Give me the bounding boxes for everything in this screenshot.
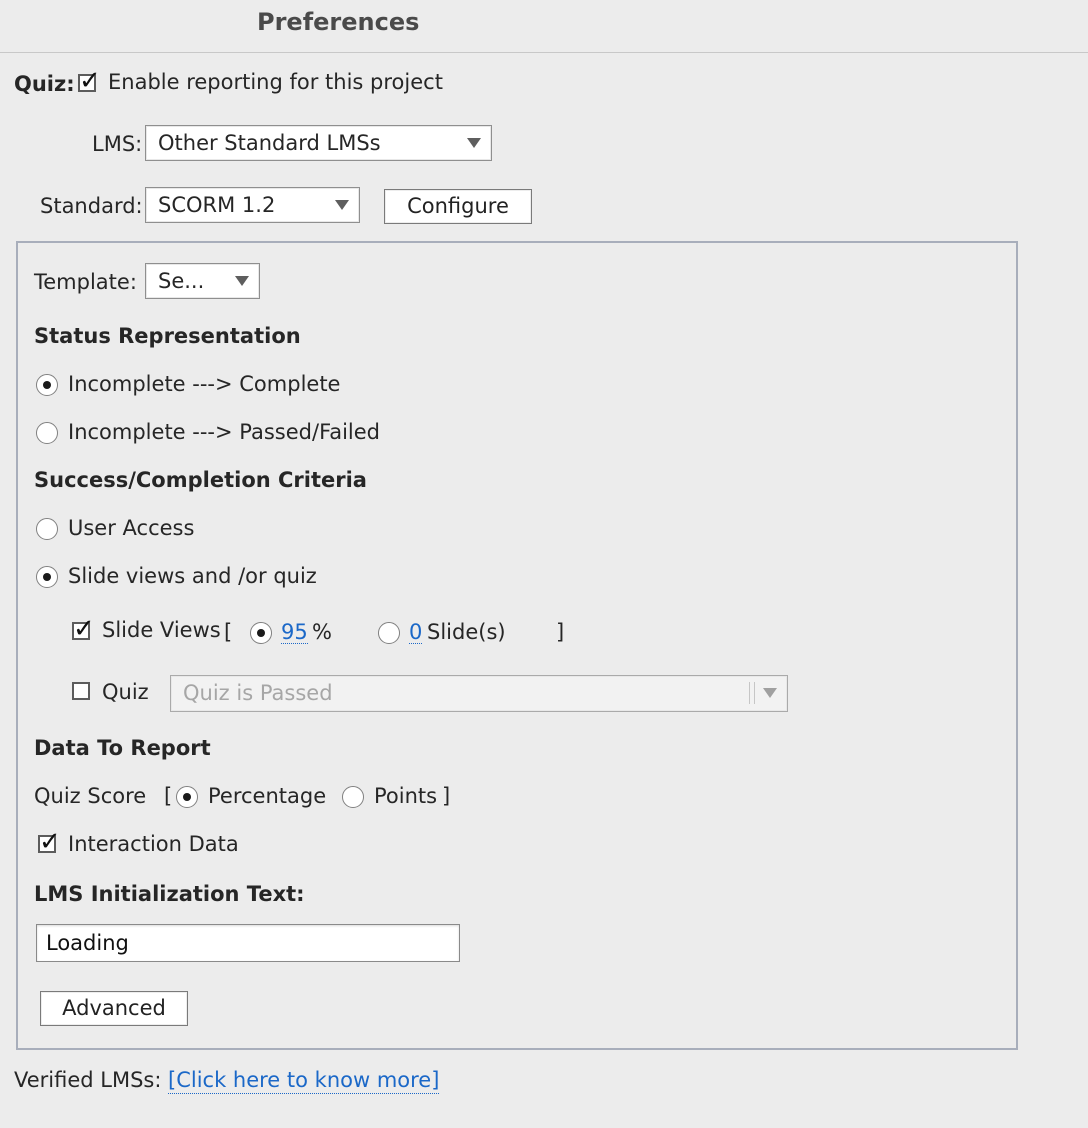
enable-reporting-label: Enable reporting for this project: [108, 70, 443, 94]
status-complete-label: Incomplete ---> Complete: [68, 372, 341, 396]
status-passed-failed-radio[interactable]: [36, 422, 58, 444]
quiz-score-bracket-open: [: [164, 784, 173, 808]
quiz-score-percentage-radio[interactable]: [176, 786, 198, 808]
quiz-score-label: Quiz Score: [34, 784, 147, 808]
checkmark-icon: ✓: [73, 614, 95, 644]
quiz-criteria-label: Quiz: [102, 680, 149, 704]
lms-select[interactable]: [145, 125, 492, 161]
template-label: Template:: [34, 270, 137, 294]
slide-views-slides-radio[interactable]: [378, 622, 400, 644]
quiz-criteria-checkbox[interactable]: [72, 682, 90, 700]
user-access-label: User Access: [68, 516, 195, 540]
criteria-heading: Success/Completion Criteria: [34, 468, 367, 492]
template-selected-value: Se...: [158, 269, 205, 293]
user-access-radio[interactable]: [36, 518, 58, 540]
slide-views-quiz-radio[interactable]: [36, 566, 58, 588]
quiz-criteria-select[interactable]: [170, 675, 788, 712]
standard-label: Standard:: [40, 194, 143, 218]
checkmark-icon: ✓: [79, 66, 101, 96]
status-complete-radio[interactable]: [36, 374, 58, 396]
slide-views-bracket-close: ]: [556, 620, 565, 644]
quiz-score-points-label: Points: [374, 784, 438, 808]
chevron-down-icon: [467, 138, 481, 148]
standard-select[interactable]: [145, 187, 360, 223]
data-to-report-heading: Data To Report: [34, 736, 211, 760]
slide-views-quiz-label: Slide views and /or quiz: [68, 564, 317, 588]
status-representation-heading: Status Representation: [34, 324, 301, 348]
init-text-input[interactable]: [46, 929, 446, 957]
interaction-data-label: Interaction Data: [68, 832, 239, 856]
select-separator: [749, 682, 755, 704]
configure-button[interactable]: Configure: [384, 189, 532, 224]
quiz-score-bracket-close: ]: [442, 784, 451, 808]
lms-label: LMS:: [92, 132, 143, 156]
quiz-score-percentage-label: Percentage: [208, 784, 327, 808]
chevron-down-icon: [235, 276, 249, 286]
slide-views-slides-unit: Slide(s): [427, 620, 506, 644]
enable-reporting-checkbox[interactable]: [78, 66, 101, 96]
init-text-heading: LMS Initialization Text:: [34, 882, 305, 906]
quiz-criteria-selected-value: Quiz is Passed: [183, 681, 333, 705]
verified-lms-label: Verified LMSs:: [14, 1068, 162, 1092]
dialog-title: Preferences: [257, 8, 420, 36]
quiz-score-points-radio[interactable]: [342, 786, 364, 808]
slide-views-percent-unit: %: [312, 620, 332, 644]
slide-views-label: Slide Views: [102, 618, 221, 642]
slide-views-checkbox[interactable]: [72, 614, 95, 644]
slide-views-bracket-open: [: [224, 620, 233, 644]
lms-selected-value: Other Standard LMSs: [158, 131, 381, 155]
checkmark-icon: ✓: [39, 827, 61, 857]
dialog-header: [0, 0, 1088, 53]
interaction-data-checkbox[interactable]: [38, 827, 61, 857]
chevron-down-icon: [335, 200, 349, 210]
advanced-button[interactable]: Advanced: [40, 991, 188, 1026]
slide-views-slides-value[interactable]: 0: [409, 620, 423, 644]
quiz-label: Quiz:: [14, 72, 75, 96]
init-text-field[interactable]: [36, 924, 460, 962]
standard-selected-value: SCORM 1.2: [158, 193, 276, 217]
slide-views-percent-radio[interactable]: [250, 622, 272, 644]
verified-lms-link[interactable]: [Click here to know more]: [168, 1068, 440, 1092]
template-select[interactable]: [145, 263, 260, 299]
chevron-down-icon: [763, 688, 777, 698]
slide-views-percent-value[interactable]: 95: [281, 620, 308, 644]
status-passed-failed-label: Incomplete ---> Passed/Failed: [68, 420, 381, 444]
